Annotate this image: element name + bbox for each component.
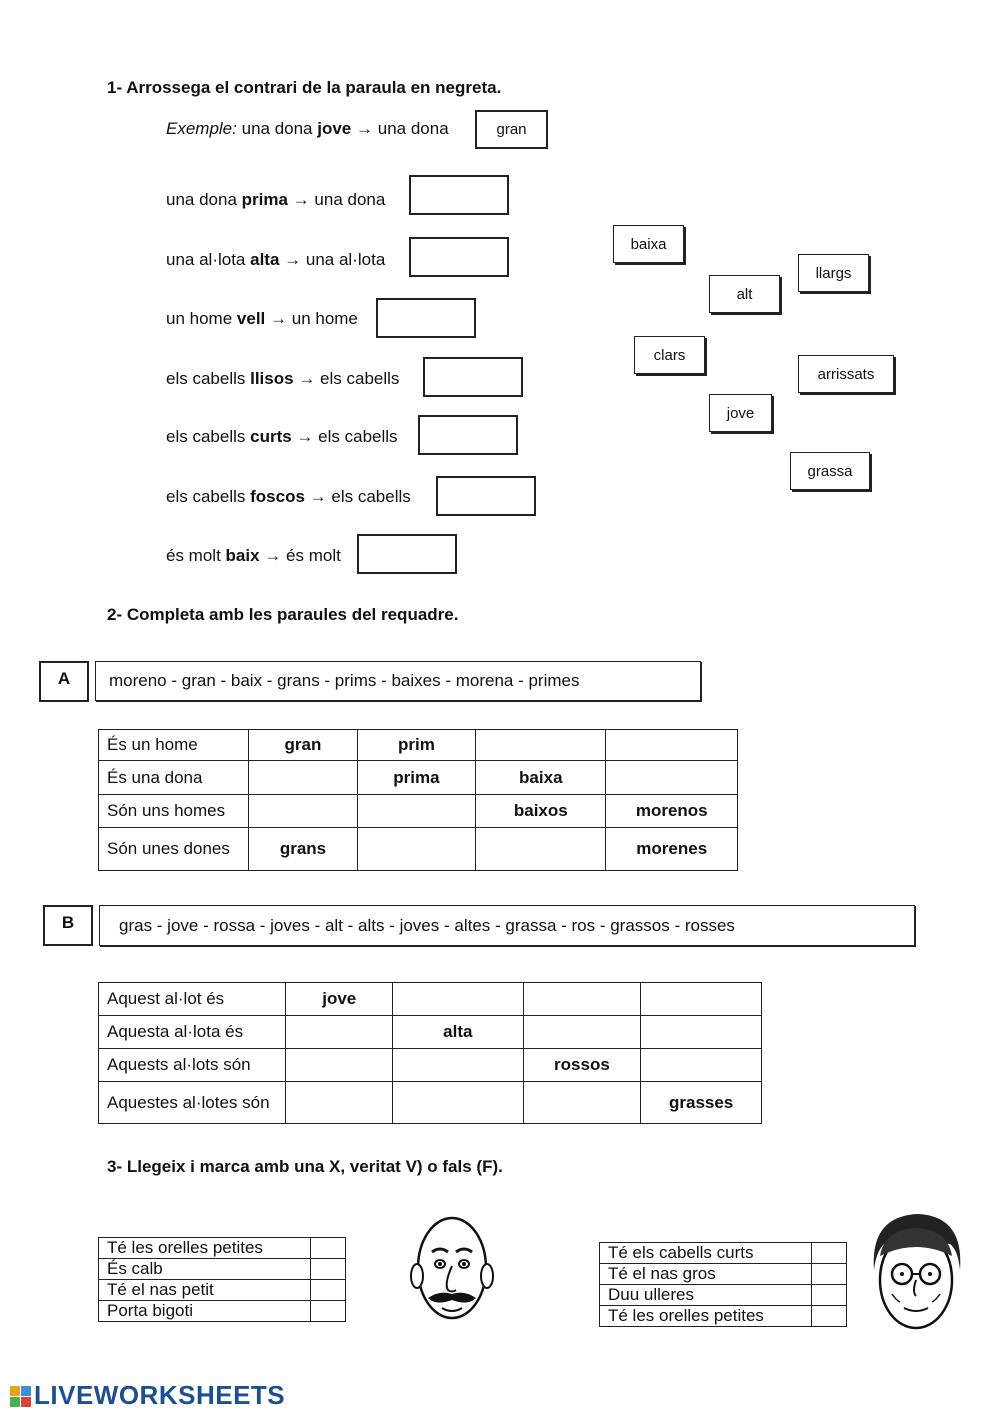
chip-grassa[interactable]: grassa — [790, 452, 870, 490]
table-a-label: És un home — [99, 730, 249, 761]
vf-answer-box[interactable] — [812, 1243, 847, 1264]
chip-jove[interactable]: jove — [709, 394, 772, 432]
drop-box-5[interactable] — [418, 415, 518, 455]
table-b-cell[interactable] — [641, 983, 762, 1016]
section1-heading: 1- Arrossega el contrari de la paraula en negreta. — [107, 78, 502, 97]
arrow-icon: → — [292, 190, 310, 209]
wordbank-b: gras - jove - rossa - joves - alt - alts - joves - altes - grassa - ros - grassos - rosses — [99, 905, 915, 946]
exercise-line — [166, 250, 385, 270]
table-a-cell[interactable]: prima — [357, 761, 475, 795]
table-b-cell[interactable] — [393, 1082, 523, 1124]
vf-statement: Duu ulleres — [600, 1285, 812, 1306]
line-bold-word: llisos — [250, 369, 294, 388]
table-b-cell[interactable]: grasses — [641, 1082, 762, 1124]
vf-answer-box[interactable] — [311, 1301, 346, 1322]
table-a-cell[interactable]: baixos — [476, 795, 606, 828]
chip-clars[interactable]: clars — [634, 336, 705, 374]
example-post: una dona — [377, 119, 449, 138]
table-b-cell[interactable] — [523, 1016, 641, 1049]
table-a-cell[interactable]: morenos — [606, 795, 738, 828]
exercise-line — [166, 190, 385, 210]
line-bold-word: baix — [225, 546, 260, 565]
table-b-cell[interactable]: alta — [393, 1016, 523, 1049]
line-post: un home — [291, 309, 358, 328]
section3-heading: 3- Llegeix i marca amb una X, veritat V) o fals (F). — [107, 1157, 503, 1176]
table-b-cell[interactable]: rossos — [523, 1049, 641, 1082]
chip-baixa[interactable]: baixa — [613, 225, 684, 263]
table-a-cell[interactable]: morenes — [606, 828, 738, 871]
table-b-label: Aquesta al·lota és — [99, 1016, 286, 1049]
chip-arrissats[interactable]: arrissats — [798, 355, 894, 393]
table-b-cell[interactable] — [393, 1049, 523, 1082]
vf-table-left — [98, 1237, 346, 1322]
table-a-cell[interactable]: prim — [357, 730, 475, 761]
exercise-line — [166, 309, 358, 329]
table-a-label: Són uns homes — [99, 795, 249, 828]
example-line — [166, 119, 449, 139]
wordbank-a: moreno - gran - baix - grans - prims - baixes - morena - primes — [95, 661, 701, 701]
line-bold-word: prima — [241, 190, 288, 209]
vf-answer-box[interactable] — [311, 1259, 346, 1280]
drop-box-4[interactable] — [423, 357, 523, 397]
arrow-icon: → — [264, 546, 282, 565]
table-b-label: Aquest al·lot és — [99, 983, 286, 1016]
arrow-icon: → — [284, 250, 302, 269]
vf-statement: Té els cabells curts — [600, 1243, 812, 1264]
vf-answer-box[interactable] — [311, 1280, 346, 1301]
vf-answer-box[interactable] — [311, 1238, 346, 1259]
chip-alt[interactable]: alt — [709, 275, 780, 313]
line-post: una al·lota — [305, 250, 386, 269]
line-post: els cabells — [318, 427, 398, 446]
section2-heading: 2- Completa amb les paraules del requadre. — [107, 605, 459, 624]
table-a-cell[interactable] — [249, 761, 357, 795]
line-bold-word: vell — [236, 309, 266, 328]
vf-statement: Té les orelles petites — [600, 1306, 812, 1327]
example-bold: jove — [317, 119, 352, 138]
line-pre: és molt — [166, 546, 221, 565]
table-b-cell[interactable] — [286, 1016, 393, 1049]
example-pre: una dona — [241, 119, 313, 138]
line-pre: una dona — [166, 190, 237, 209]
woman-glasses-illustration — [866, 1210, 966, 1338]
table-a-cell[interactable] — [606, 730, 738, 761]
line-bold-word: curts — [250, 427, 292, 446]
drop-box-7[interactable] — [357, 534, 457, 574]
arrow-icon: → — [356, 119, 374, 138]
table-a-cell[interactable] — [606, 761, 738, 795]
table-a-cell[interactable] — [249, 795, 357, 828]
table-b-label: Aquestes al·lotes són — [99, 1082, 286, 1124]
table-a-cell[interactable] — [357, 795, 475, 828]
drop-box-6[interactable] — [436, 476, 536, 516]
drop-box-2[interactable] — [409, 237, 509, 277]
exercise-line — [166, 546, 341, 566]
table-b-cell[interactable] — [641, 1049, 762, 1082]
line-pre: els cabells — [166, 369, 246, 388]
table-b-label: Aquests al·lots són — [99, 1049, 286, 1082]
table-b-cell[interactable] — [393, 983, 523, 1016]
exercise-line — [166, 369, 399, 389]
arrow-icon: → — [309, 487, 327, 506]
liveworksheets-logo — [10, 1380, 285, 1411]
vf-answer-box[interactable] — [812, 1285, 847, 1306]
vf-statement: Porta bigoti — [99, 1301, 311, 1322]
vf-answer-box[interactable] — [812, 1306, 847, 1327]
line-pre: els cabells — [166, 427, 246, 446]
table-a — [98, 729, 738, 871]
line-post: és molt — [286, 546, 341, 565]
vf-table-right — [599, 1242, 847, 1327]
exercise-line — [166, 427, 398, 447]
table-a-label: És una dona — [99, 761, 249, 795]
table-b-cell[interactable] — [641, 1016, 762, 1049]
table-b-cell[interactable] — [523, 983, 641, 1016]
table-b — [98, 982, 762, 1124]
vf-statement: Té el nas gros — [600, 1264, 812, 1285]
chip-llargs[interactable]: llargs — [798, 254, 869, 292]
table-a-cell[interactable] — [476, 730, 606, 761]
line-bold-word: foscos — [250, 487, 305, 506]
line-pre: els cabells — [166, 487, 246, 506]
line-pre: una al·lota — [166, 250, 246, 269]
table-a-cell[interactable]: grans — [249, 828, 357, 871]
arrow-icon: → — [296, 427, 314, 446]
vf-statement: Té el nas petit — [99, 1280, 311, 1301]
line-bold-word: alta — [250, 250, 280, 269]
line-post: una dona — [314, 190, 386, 209]
line-post: els cabells — [320, 369, 400, 388]
table-a-label: Són unes dones — [99, 828, 249, 871]
logo-text: LIVEWORKSHEETS — [34, 1380, 286, 1410]
box-letter-b: B — [43, 905, 93, 946]
exercise-line — [166, 487, 411, 507]
example-answer-box: gran — [475, 110, 548, 149]
table-a-cell[interactable]: gran — [249, 730, 357, 761]
table-b-cell[interactable] — [523, 1082, 641, 1124]
drop-box-3[interactable] — [376, 298, 476, 338]
table-a-cell[interactable] — [476, 828, 606, 871]
bald-man-illustration — [408, 1210, 496, 1334]
table-b-cell[interactable] — [286, 1049, 393, 1082]
table-a-cell[interactable] — [357, 828, 475, 871]
line-post: els cabells — [331, 487, 411, 506]
vf-statement: És calb — [99, 1259, 311, 1280]
table-a-cell[interactable]: baixa — [476, 761, 606, 795]
line-pre: un home — [166, 309, 233, 328]
table-b-cell[interactable]: jove — [286, 983, 393, 1016]
box-letter-a: A — [39, 661, 89, 702]
table-b-cell[interactable] — [286, 1082, 393, 1124]
arrow-icon: → — [298, 369, 316, 388]
logo-mark-icon — [10, 1384, 32, 1408]
drop-box-1[interactable] — [409, 175, 509, 215]
vf-statement: Té les orelles petites — [99, 1238, 311, 1259]
arrow-icon: → — [270, 309, 287, 328]
example-label: Exemple: — [166, 119, 237, 138]
vf-answer-box[interactable] — [812, 1264, 847, 1285]
